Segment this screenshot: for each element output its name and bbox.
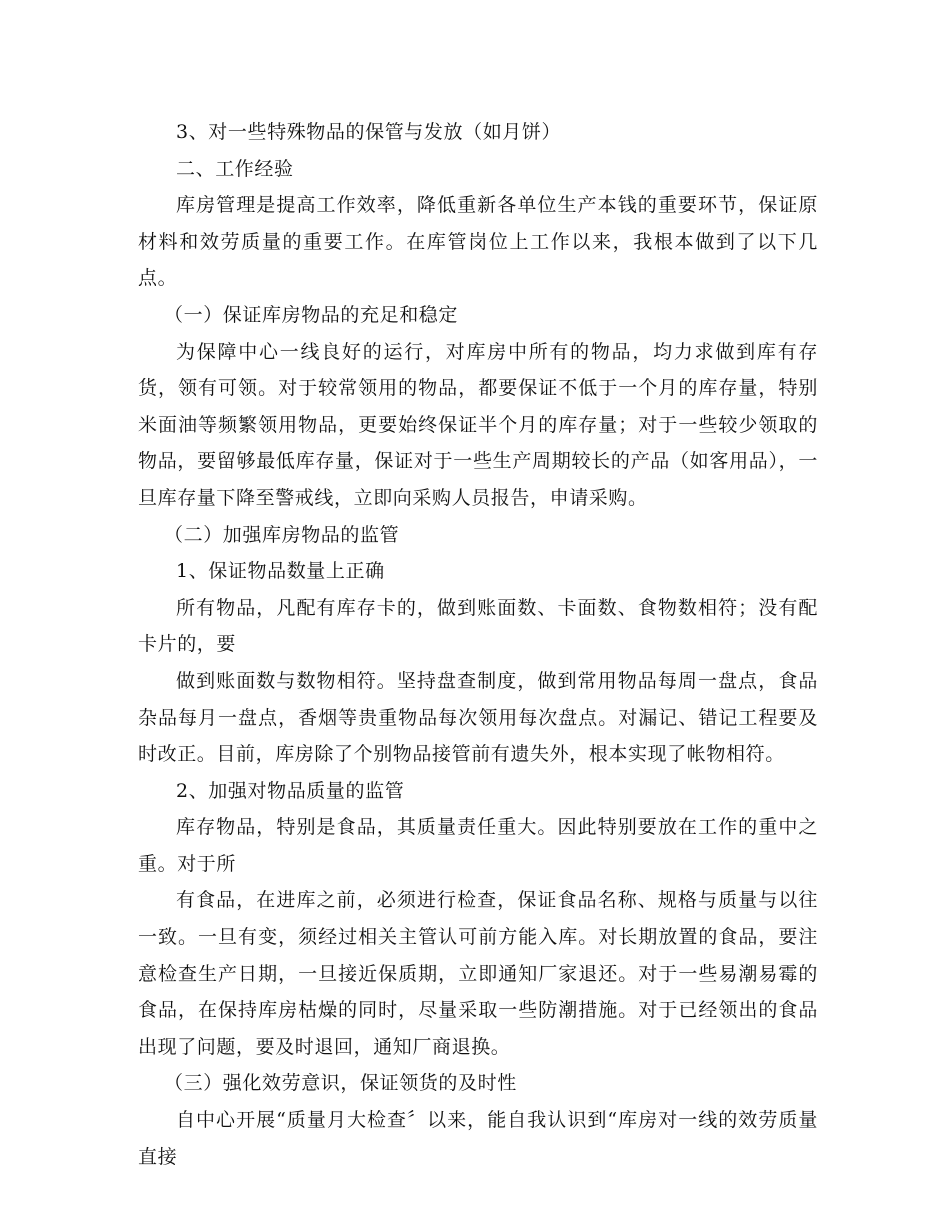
- subsection-heading-1: （一）保证库房物品的充足和稳定: [164, 303, 459, 326]
- list-item-quality: 2、加强对物品质量的监管: [176, 779, 405, 802]
- paragraph-food-quality: 库存物品，特别是食品，其质量责任重大。因此特别要放在工作的重中之重。对于所: [138, 816, 818, 875]
- paragraph-food-inspection: 有食品，在进库之前，必须进行检查，保证食品名称、规格与质量与以往一致。一旦有变，须经过相关主管认可前方能入库。对长期放置的食品，要注意检查生产日期，一旦接近保质期，立即通知厂家退还。对于一些易潮易霉的食品，在保持库房枯燥的同时，尽量采取一些防潮措施。对于已经领出的食品出现了问题，要及时退回，通知厂商退换。: [138, 889, 818, 1058]
- paragraph-stock: 为保障中心一线良好的运行，对库房中所有的物品，均力求做到库有存货，领有可领。对于较常领用的物品，都要保证不低于一个月的库存量，特别米面油等频繁领用物品，更要始终保证半个月的库存量；对于一些较少领取的物品，要留够最低库存量，保证对于一些生产周期较长的产品（如客用品），一旦库存量下降至警戒线，立即向采购人员报告，申请采购。: [138, 340, 818, 509]
- document-body: [138, 114, 818, 1175]
- list-item-special-goods: 3、对一些特殊物品的保管与发放（如月饼）: [176, 121, 562, 143]
- list-item-quantity: 1、保证物品数量上正确: [176, 560, 385, 583]
- paragraph-inventory-cards: 所有物品，凡配有库存卡的，做到账面数、卡面数、食物数相符；没有配卡片的，要: [138, 596, 818, 656]
- paragraph-intro: 库房管理是提高工作效率，降低重新各单位生产本钱的重要环节，保证原材料和效劳质量的重要工作。在库管岗位上工作以来，我根本做到了以下几点。: [138, 194, 818, 290]
- paragraph-service: 自中心开展“质量月大检查〞以来，能自我认识到“库房对一线的效劳质量直接: [138, 1109, 818, 1168]
- paragraph-stocktaking: 做到账面数与数物相符。坚持盘查制度，做到常用物品每周一盘点，食品杂品每月一盘点，香烟等贵重物品每次领用每次盘点。对漏记、错记工程要及时改正。目前，库房除了个别物品接管前有遗失外，根本实现了帐物相符。: [138, 669, 818, 766]
- section-heading-work-experience: 二、工作经验: [176, 157, 294, 180]
- subsection-heading-2: （二）加强库房物品的监管: [164, 523, 400, 546]
- subsection-heading-3: （三）强化效劳意识，保证领货的及时性: [164, 1072, 517, 1095]
